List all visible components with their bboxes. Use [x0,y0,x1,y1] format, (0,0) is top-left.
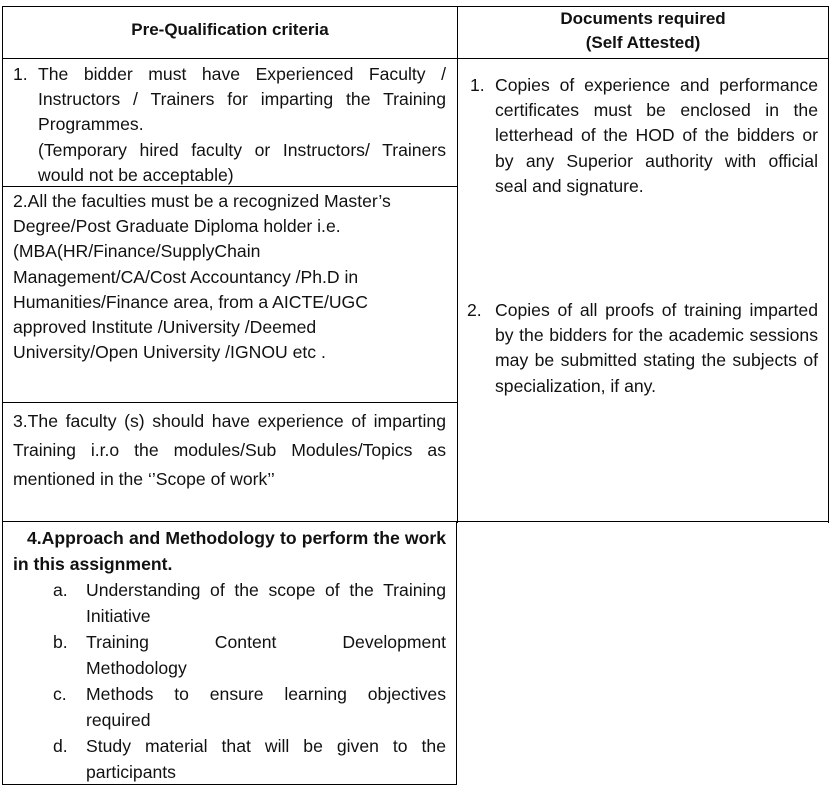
header-col1-text: Pre-Qualification criteria [131,20,329,39]
header-col2-line2: (Self Attested) [585,33,701,52]
header-pre-qualification [3,18,457,42]
item-b-text: Training Content Development Methodology [86,632,446,678]
criteria-4-title: 4.Approach and Methodology to perform the work in this assignment. [13,528,446,574]
table-column-divider [457,6,458,523]
criteria-4-item-b [53,629,446,681]
header-documents-required [458,7,828,55]
criteria-1-text: The bidder must have Experienced Faculty / Instructors / Trainers for imparting the Training Programmes. [38,64,446,135]
documents-1-number: 1. [470,75,485,95]
criteria-4 [13,525,446,785]
item-a-text: Understanding of the scope of the Training Initiative [86,580,446,626]
criteria-1-number: 1. [13,64,28,84]
criteria-4-list [53,577,446,785]
criteria-4-item-c [53,681,446,733]
left-divider-3 [2,521,829,522]
criteria-4-item-a [53,577,446,629]
criteria-3 [13,407,446,494]
item-c-text: Methods to ensure learning objectives required [86,684,446,730]
item-d-label: d. [53,736,68,756]
item-a-label: a. [53,580,68,600]
documents-2-text: Copies of all proofs of training imparted by the bidders for the academic sessions may be submitted stating the subjects of specialization, if any. [495,300,818,396]
criteria-1-note: (Temporary hired faculty or Instructors/ Trainers would not be acceptable) [38,139,446,185]
documents-2 [467,298,818,399]
left-divider-2 [2,402,457,403]
criteria-1 [13,62,446,188]
documents-1-text: Copies of experience and performance certificates must be enclosed in the letterhead of the HOD of the bidders or by any Superior authority with official seal and signature. [495,75,818,196]
table-border-right [828,6,829,523]
header-col2-line1: Documents required [560,9,726,28]
criteria-3-text: 3.The faculty (s) should have experience of imparting Training i.r.o the modules/Sub Modules/Topics as mentioned in the ‘’Scope of work’’ [13,411,446,489]
criteria-2-text: 2.All the faculties must be a recognized Master’s Degree/Post Graduate Diploma holder i.e. (MBA(HR/Finance/SupplyChain Management/CA/Cost Accountancy /Ph.D in Humanities/Finance area, from a AICTE/UGC approved Institute /University /Deemed University/Open University /IGNOU etc . [13,191,391,363]
header-bottom-line [2,58,829,59]
item-c-label: c. [53,684,67,704]
item-b-label: b. [53,632,68,652]
section4-right-border [456,521,457,785]
table-border-left [2,6,3,785]
criteria-2 [13,189,433,365]
documents-1 [470,73,818,199]
documents-2-number: 2. [467,300,482,320]
criteria-4-item-d [53,733,446,785]
item-d-text: Study material that will be given to the participants [86,736,446,782]
